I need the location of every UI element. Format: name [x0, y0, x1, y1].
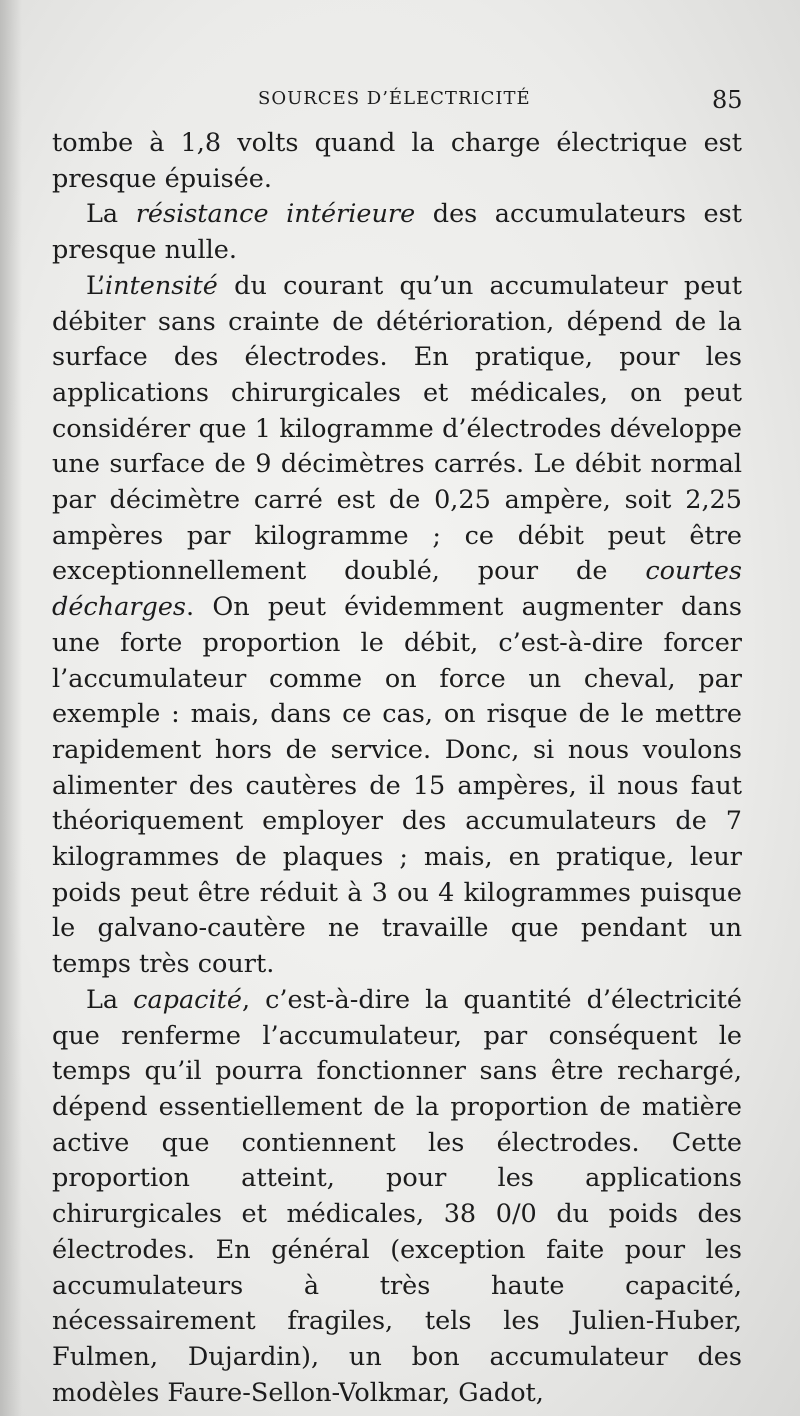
page-edge-shadow — [0, 0, 22, 1416]
paragraph-2-lead: La — [86, 199, 136, 230]
paragraph-3-text-2: . On peut évidemment augmenter dans une forte proportion le débit, c’est-à-dire forcer l’accumulateur comme on force un cheval, par exemple : mais, dans ce cas, on risque de le mettre rapidement hors de service. Donc, si nous voulons alimenter des cautères de 15 ampères, il nous faut théoriquement employer des accumulateurs de 7 kilogrammes de plaques ; mais, en pratique, leur poids peut être réduit à 3 ou 4 kilogrammes puisque le galvano-cautère ne travaille que pendant un temps très court. — [52, 592, 742, 980]
running-title: SOURCES D’ÉLECTRICITÉ — [258, 88, 531, 109]
page-number: 85 — [712, 86, 743, 114]
paragraph-4-text: , c’est-à-dire la quantité d’électricité que renferme l’accumulateur, par conséquent le temps qu’il pourra fonctionner sans être rechargé, dépend essentiellement de la proportion de matière active que contiennent les électrodes. Cette proportion atteint, pour les applications chirurgicales et médicales, 38 0/0 du poids des électrodes. En général (exception faite pour les accumulateurs à très haute capacité, nécessairement fragiles, tels les Julien-Huber, Fulmen, Dujardin), un bon accumulateur des modèles Faure-Sellon-Volkmar, Gadot, — [52, 984, 742, 1408]
paragraph-2-text: des accumulateurs est presque nulle. — [52, 199, 742, 266]
paragraph-2-emphasis: résistance intérieure — [135, 199, 416, 230]
paragraph-4-emphasis: capacité — [133, 984, 242, 1015]
paragraph-3-emphasis: intensité — [104, 270, 218, 301]
paragraph-1-text: tombe à 1,8 volts quand la charge électrique est presque épuisée. — [52, 128, 742, 194]
paragraph-3-text: du courant qu’un accumulateur peut débiter sans crainte de détérioration, dépend de la surface des électrodes. En pratique, pour les applications chirurgicales et médicales, on peut considérer que 1 kilogramme d’électrodes développe une surface de 9 décimètres carrés. Le débit normal par décimètre carré est de 0,25 ampère, soit 2,25 ampères par kilogramme ; ce débit peut être exceptionnellement doublé, pour de — [52, 270, 742, 587]
paragraph-4-lead: La — [86, 984, 134, 1015]
page-header — [0, 88, 800, 116]
paragraph-3 — [52, 269, 742, 983]
paragraph-2 — [52, 197, 742, 268]
paragraph-3-lead: L’ — [86, 270, 105, 301]
paragraph-4 — [52, 983, 742, 1411]
paragraph-1 — [52, 126, 742, 197]
body-text — [52, 126, 742, 1411]
paragraph-3-emphasis-2: courtes décharges — [52, 556, 742, 623]
